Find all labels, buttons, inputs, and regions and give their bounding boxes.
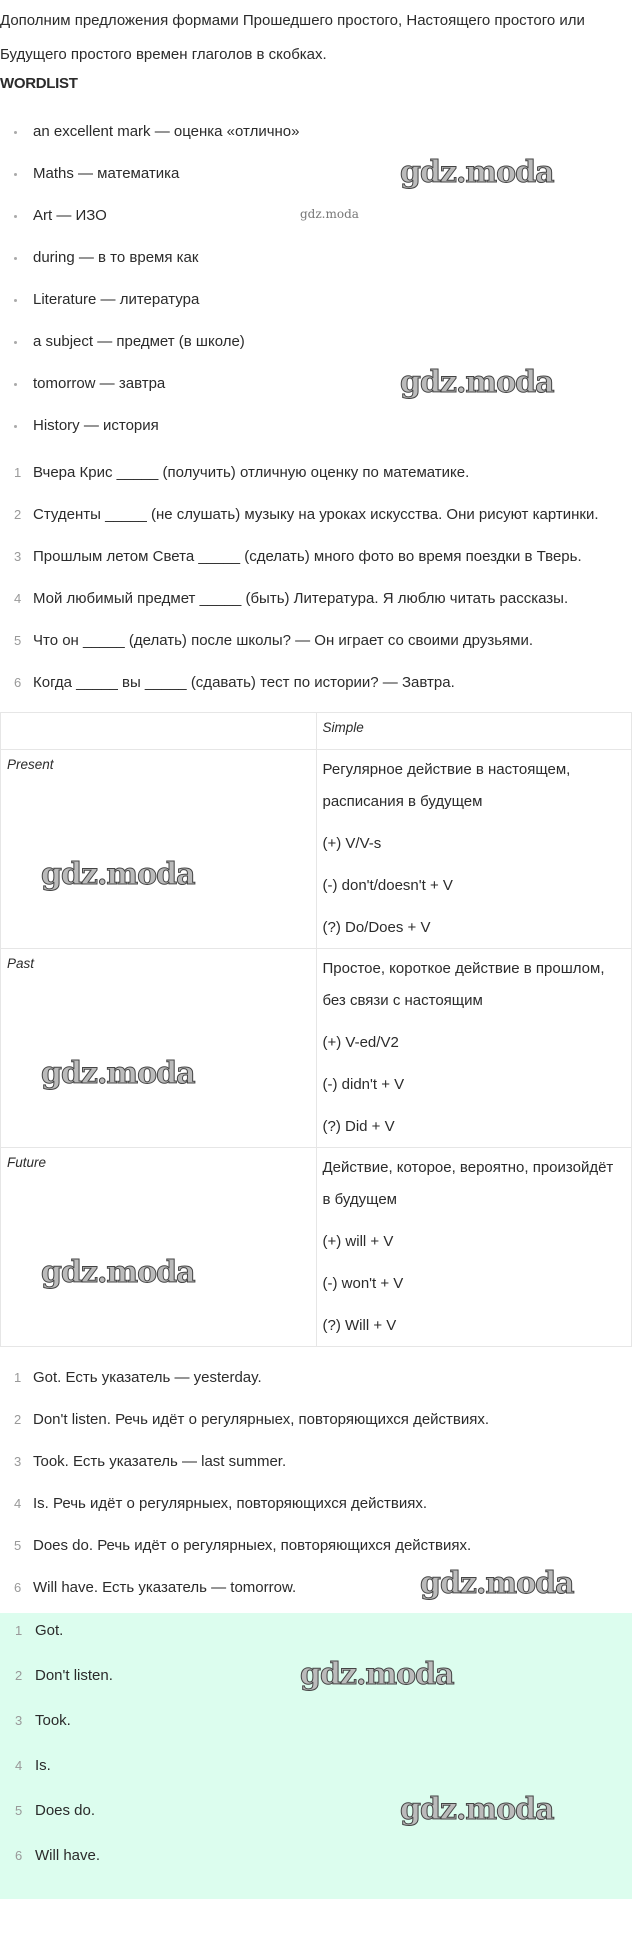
item-text: Что он _____ (делать) после школы? — Он играет со своими друзьями. [33,632,533,649]
wordlist-item [0,330,632,372]
item-number: 3 [14,549,22,564]
bullet-icon [14,299,17,302]
spacer [323,1300,626,1310]
spacer [323,902,626,912]
form-pattern: (+) will + V [322,1233,394,1250]
list-item [0,582,632,624]
item-number: 4 [14,591,22,606]
form-pattern: (+) V-ed/V2 [322,1034,399,1051]
answers-box [0,1613,632,1899]
item-text: Took. Есть указатель — last summer. [33,1453,287,1470]
usage-description: Действие, которое, вероятно, произойдёт в будущем [322,1159,614,1208]
item-number: 1 [14,1370,22,1385]
watermark: gdz.moda [400,1792,554,1827]
item-number: 4 [15,1758,23,1773]
task-intro: Дополним предложения формами Прошедшего простого, Настоящего простого или Будущего простого времен глаголов в скобках. [0,12,585,63]
form-pattern: (?) Did + V [322,1118,395,1135]
item-text: Will have. Есть указатель — tomorrow. [33,1579,297,1596]
usage-description: Простое, короткое действие в прошлом, без связи с настоящим [322,960,605,1009]
item-number: 5 [15,1803,23,1818]
wordlist-text: an excellent mark — оценка «отлично» [33,123,300,140]
item-text: Вчера Крис _____ (получить) отличную оценку по математике. [33,464,470,481]
wordlist-text: tomorrow — завтра [33,375,166,392]
header-cell [1,713,317,750]
list-item [0,624,632,666]
watermark: gdz.moda [41,1056,195,1091]
bullet-icon [14,383,17,386]
answer-item [0,1657,632,1709]
bullet-icon [14,173,17,176]
usage-cell [316,1148,632,1347]
form-pattern: (?) Do/Does + V [322,919,431,936]
answer-item [0,1709,632,1754]
tense-name: Future [7,1155,47,1170]
item-number: 2 [15,1668,23,1683]
form-pattern: (?) Will + V [322,1317,397,1334]
list-item [0,1403,632,1445]
list-item [0,498,632,540]
item-number: 6 [14,1580,22,1595]
spacer [323,1216,626,1226]
spacer [323,1101,626,1111]
spacer [323,818,626,828]
answer-text: Took. [35,1712,71,1729]
table-row [1,750,632,949]
wordlist-text: during — в то время как [33,249,199,266]
tense-cell [1,949,317,1148]
bullet-icon [14,341,17,344]
list-item [0,456,632,498]
form-pattern: (-) didn't + V [322,1076,405,1093]
table-row [1,1148,632,1347]
wordlist-text: History — история [33,417,159,434]
watermark: gdz.moda [41,857,195,892]
item-text: Is. Речь идёт о регулярныех, повторяющихся действиях. [33,1495,427,1512]
item-number: 2 [14,1412,22,1427]
answer-item [0,1844,632,1889]
list-item [0,540,632,582]
answer-item [0,1619,632,1664]
item-number: 3 [14,1454,22,1469]
item-text: Когда _____ вы _____ (сдавать) тест по истории? — Завтра. [33,674,455,691]
spacer [323,1258,626,1268]
tense-name: Present [7,757,54,772]
form-pattern: (+) V/V-s [322,835,382,852]
answer-text: Got. [35,1622,64,1639]
wordlist [0,120,632,456]
watermark: gdz.moda [400,155,554,190]
answer-text: Will have. [35,1847,101,1864]
tense-cell [1,750,317,949]
answer-text: Does do. [35,1802,96,1819]
list-item [0,1361,632,1403]
usage-description: Регулярное действие в настоящем, расписания в будущем [322,761,571,810]
watermark: gdz.moda [300,207,359,221]
explanation-list [0,1361,632,1613]
item-number: 4 [14,1496,22,1511]
wordlist-item [0,288,632,330]
table-row [1,949,632,1148]
answer-text: Don't listen. [35,1667,113,1684]
answer-text: Is. [35,1757,51,1774]
spacer [323,1017,626,1027]
table-header-row [1,713,632,750]
item-number: 3 [15,1713,23,1728]
form-pattern: (-) don't/doesn't + V [322,877,453,894]
wordlist-text: Literature — литература [33,291,200,308]
answer-item [0,1754,632,1799]
bullet-icon [14,425,17,428]
wordlist-heading: WORDLIST [0,75,78,92]
list-item [0,1487,632,1529]
watermark: gdz.moda [420,1566,574,1601]
list-item [0,1445,632,1487]
item-number: 6 [14,675,22,690]
wordlist-text: Maths — математика [33,165,180,182]
bullet-icon [14,215,17,218]
item-number: 5 [14,1538,22,1553]
item-number: 5 [14,633,22,648]
spacer [323,1059,626,1069]
bullet-icon [14,257,17,260]
item-text: Got. Есть указатель — yesterday. [33,1369,262,1386]
tense-name: Past [7,956,35,971]
item-number: 1 [15,1623,23,1638]
wordlist-item [0,365,632,414]
form-pattern: (-) won't + V [322,1275,404,1292]
usage-cell [316,750,632,949]
watermark: gdz.moda [41,1255,195,1290]
item-number: 1 [14,465,22,480]
list-item [0,1566,632,1613]
wordlist-text: a subject — предмет (в школе) [33,333,245,350]
grammar-table [0,712,632,1347]
item-text: Don't listen. Речь идёт о регулярныех, повторяющихся действиях. [33,1411,490,1428]
wordlist-item [0,120,632,162]
bullet-icon [14,131,17,134]
wordlist-item [0,155,632,204]
wordlist-text: Art — ИЗО [33,207,107,224]
header-cell: Simple [316,713,632,750]
list-item [0,666,632,708]
usage-cell [316,949,632,1148]
watermark: gdz.moda [400,365,554,400]
watermark: gdz.moda [300,1657,454,1692]
item-text: Does do. Речь идёт о регулярныех, повторяющихся действиях. [33,1537,472,1554]
wordlist-item [0,414,632,456]
spacer [323,860,626,870]
item-number: 6 [15,1848,23,1863]
exercise-list [0,456,632,708]
tense-cell [1,1148,317,1347]
item-text: Мой любимый предмет _____ (быть) Литература. Я люблю читать рассказы. [33,590,569,607]
wordlist-item [0,246,632,288]
answer-item [0,1792,632,1844]
list-item [0,1529,632,1571]
wordlist-item [0,204,632,246]
item-text: Студенты _____ (не слушать) музыку на уроках искусства. Они рисуют картинки. [33,506,599,523]
item-number: 2 [14,507,22,522]
item-text: Прошлым летом Света _____ (сделать) много фото во время поездки в Тверь. [33,548,582,565]
